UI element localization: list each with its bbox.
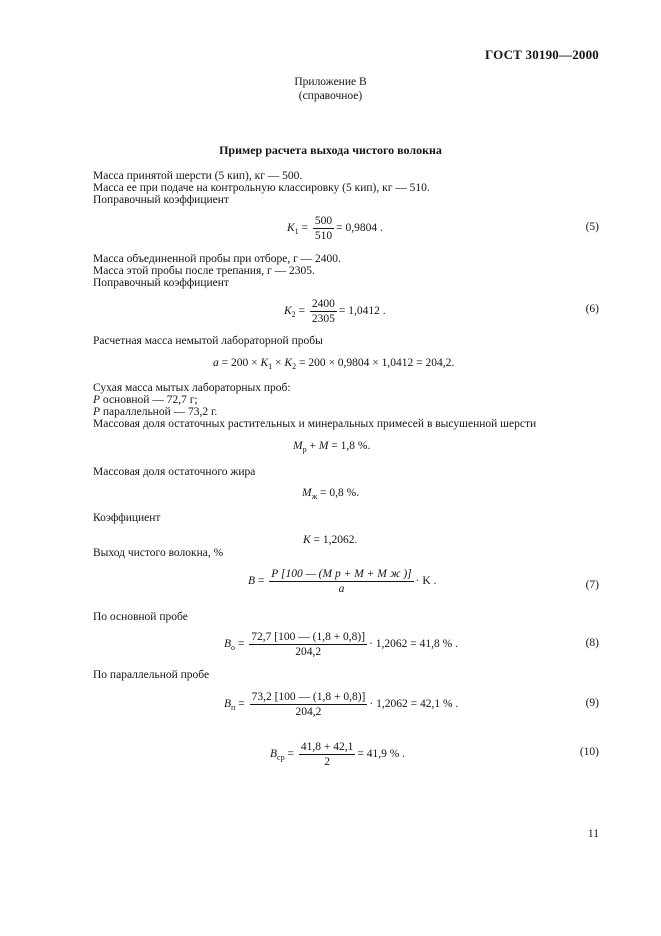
section-title: Пример расчета выхода чистого волокна (219, 143, 442, 157)
equation-number: (8) (585, 637, 599, 649)
text-fragment: параллельной — 73,2 г. (100, 406, 218, 418)
eq-symbol: B (270, 748, 278, 761)
fraction-denominator: a (338, 583, 345, 595)
eq-rhs: · 1,2062 = 41,8 % . (369, 638, 458, 651)
eq-subscript: о (231, 643, 236, 653)
fraction (249, 631, 367, 658)
eq-subscript: 2 (291, 310, 296, 320)
equation-number: (6) (585, 303, 599, 315)
eq-symbol: K (287, 222, 295, 235)
eq-symbol: K (284, 305, 292, 318)
fraction-numerator: 72,7 [100 — (1,8 + 0,8)] (251, 631, 366, 643)
eq-symbol: M (318, 440, 329, 452)
text-line: Масса объединенной пробы при отборе, г — 2400. (93, 253, 341, 265)
equation-9: $B_п$ = $\frac{73,2 [100 — (1,8 + 0,8)]}{204,2}$ · 1,2062 = 42,1 % . (224, 691, 459, 718)
equation-7: B = $\frac{\text{P [100 — (M р + M + M ж )]}}{a}$ · K . (248, 568, 437, 595)
equation-number: (10) (579, 746, 599, 758)
fraction (310, 298, 337, 325)
fraction-denominator: 204,2 (295, 646, 322, 658)
text-line: Массовая доля остаточных растительных и минеральных примесей в высушенной шерсти (93, 418, 537, 430)
eq-text: = 200 × 0,9804 × 1,0412 = 204,2. (296, 357, 455, 369)
text-line: Сухая масса мытых лабораторных проб: (93, 382, 291, 394)
text-line: Поправочный коэффициент (93, 194, 229, 206)
text-line: Масса принятой шерсти (5 кип), кг — 500. (93, 170, 303, 182)
fraction-numerator: 41,8 + 42,1 (300, 741, 354, 753)
eq-text: + (306, 440, 319, 452)
fraction-numerator: 2400 (311, 298, 335, 310)
eq-subscript: 1 (294, 227, 299, 237)
fraction-denominator: 510 (314, 230, 333, 242)
equation-number: (7) (585, 579, 599, 591)
eq-symbol: B (224, 638, 232, 651)
eq-text: × (272, 357, 285, 369)
eq-symbol: K (303, 534, 311, 546)
eq-symbol: K (284, 357, 293, 369)
text-line: Выход чистого волокна, % (93, 547, 224, 559)
text-line: Масса ее при подаче на контрольную классировку (5 кип), кг — 510. (93, 182, 430, 194)
equation-k (303, 534, 357, 546)
text-line: Поправочный коэффициент (93, 277, 229, 289)
equation-mzh (302, 487, 359, 499)
standard-header: ГОСТ 30190—2000 (484, 47, 599, 62)
page-number: 11 (587, 828, 599, 840)
text-line: Массовая доля остаточного жира (93, 466, 256, 478)
fraction-denominator: 204,2 (295, 706, 322, 718)
fraction (250, 691, 368, 718)
eq-subscript: р (302, 445, 307, 454)
equation-5: $K_1$ = $\frac{500}{510}$ = 0,9804 . (287, 215, 383, 242)
equation-m (293, 440, 370, 452)
appendix-title: Приложение В (294, 76, 367, 88)
eq-symbol: M (302, 487, 312, 499)
eq-symbol: P (93, 406, 101, 418)
text-line: По основной пробе (93, 611, 188, 623)
equation-a (213, 357, 454, 369)
fraction (313, 215, 334, 242)
eq-symbol: B (224, 698, 232, 711)
equation-6: $K_2$ = $\frac{2400}{2305}$ = 1,0412 . (284, 298, 386, 325)
eq-text: = 200 × (221, 357, 261, 369)
equation-8: $B_о$ = $\frac{72,7 [100 — (1,8 + 0,8)]}{204,2}$ · 1,2062 = 41,8 % . (224, 631, 458, 658)
eq-symbol: B (248, 575, 256, 588)
equation-number: (9) (585, 697, 599, 709)
eq-rhs: · K . (415, 575, 437, 588)
fraction-denominator: 2305 (311, 313, 335, 325)
eq-subscript: ср (277, 753, 285, 763)
eq-rhs: = 41,9 % . (357, 748, 406, 761)
eq-subscript: 2 (292, 362, 297, 371)
eq-symbol: a (213, 357, 219, 369)
eq-symbol: M (293, 440, 303, 452)
eq-rhs: · 1,2062 = 42,1 % . (369, 698, 459, 711)
eq-symbol: P (93, 394, 101, 406)
eq-rhs: = 1,0412 . (338, 305, 386, 318)
equation-10: $B_{ср}$ = $\frac{41,8 + 42,1}{2}$ = 41,9 % . (270, 741, 406, 768)
eq-subscript: ж (311, 492, 318, 501)
fraction-denominator: 2 (324, 756, 330, 768)
eq-subscript: 1 (268, 362, 273, 371)
eq-text: = 1,8 %. (328, 440, 371, 452)
fraction-numerator: 73,2 [100 — (1,8 + 0,8)] (251, 691, 366, 703)
text-line: Расчетная масса немытой лабораторной пробы (93, 335, 323, 347)
eq-symbol: K (260, 357, 269, 369)
eq-text: = 1,2062. (310, 534, 358, 546)
fraction-numerator: 500 (314, 215, 333, 227)
text-line: По параллельной пробе (93, 669, 210, 681)
eq-text: = 0,8 %. (317, 487, 360, 499)
eq-rhs: = 0,9804 . (336, 222, 383, 235)
fraction (269, 568, 413, 595)
fraction (299, 741, 356, 768)
eq-subscript: п (231, 703, 236, 713)
appendix-kind: (справочное) (298, 90, 363, 102)
text-fragment: основной — 72,7 г; (100, 394, 198, 406)
fraction-numerator: P [100 — (M р + M + M ж )] (271, 568, 412, 580)
text-line: Масса этой пробы после трепания, г — 2305. (93, 265, 315, 277)
text-line: Коэффициент (93, 512, 161, 524)
equation-number: (5) (585, 221, 599, 233)
